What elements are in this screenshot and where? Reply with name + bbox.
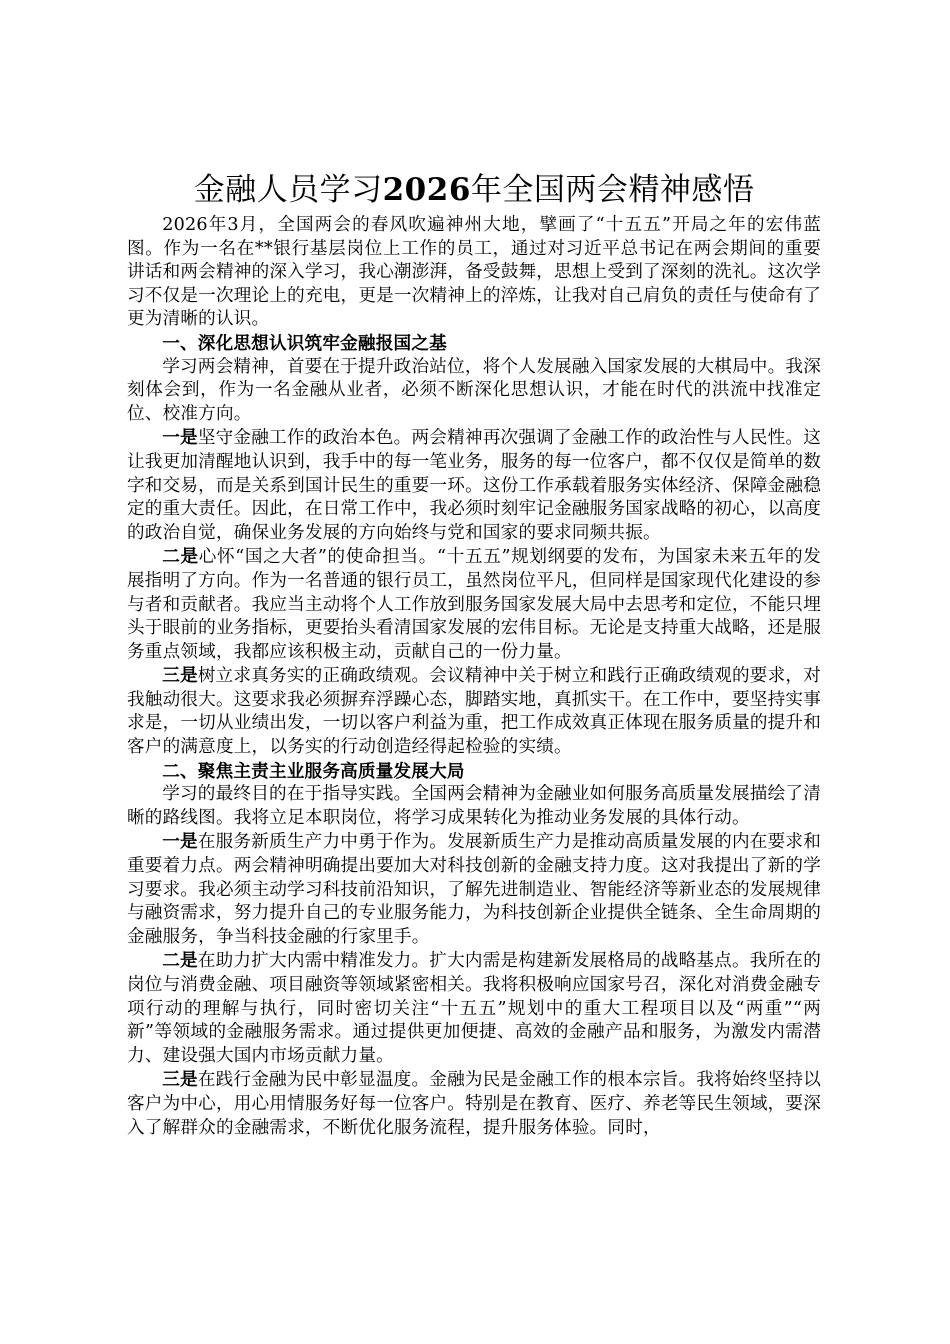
section1-point3 bbox=[127, 664, 821, 759]
section2-point3 bbox=[127, 1068, 821, 1140]
document-page bbox=[127, 168, 821, 1140]
point-lead: 三是 bbox=[162, 1069, 198, 1091]
section2-heading: 二、聚焦主责主业服务高质量发展大局 bbox=[162, 760, 465, 782]
title-suffix: 年全国两会精神感悟 bbox=[470, 172, 755, 208]
point-text: 心怀“国之大者”的使命担当。“十五五”规划纲要的发布，为国家未来五年的发展指明了方向。作为一名普通的银行员工，虽然岗位平凡，但同样是国家现代化建设的参与者和贡献者。我应当主动将个人工作放到服务国家发展大局中去思考和定位，不能只埋头于眼前的业务指标，更要抬头看清国家发展的宏伟目标。无论是支持重大战略，还是服务重点领域，我都应该积极主动，贡献自己的一份力量。 bbox=[127, 547, 821, 662]
point-lead: 三是 bbox=[162, 665, 198, 687]
section2-intro: 学习的最终目的在于指导实践。全国两会精神为金融业如何服务高质量发展描绘了清晰的路线图。我将立足本职岗位，将学习成果转化为推动业务发展的具体行动。 bbox=[127, 784, 821, 828]
point-text: 在助力扩大内需中精准发力。扩大内需是构建新发展格局的战略基点。我所在的岗位与消费金融、项目融资等领域紧密相关。我将积极响应国家号召，深化对消费金融专项行动的理解与执行，同时密切关注“十五五”规划中的重大工程项目以及“两重”“两新”等领域的金融服务需求。通过提供更加便捷、高效的金融产品和服务，为激发内需潜力、建设强大国内市场贡献力量。 bbox=[127, 951, 821, 1066]
section2-point1 bbox=[127, 830, 821, 949]
point-lead: 二是 bbox=[162, 546, 199, 568]
intro-paragraph: 2026年3月，全国两会的春风吹遍神州大地，擘画了“十五五”开局之年的宏伟蓝图。作为一名在**银行基层岗位上工作的员工，通过对习近平总书记在两会期间的重要讲话和两会精神的深入学习，我心潮澎湃，备受鼓舞，思想上受到了深刻的洗礼。这次学习不仅是一次理论上的充电，更是一次精神上的淬炼，让我对自己肩负的责任与使命有了更为清晰的认识。 bbox=[127, 215, 821, 330]
point-lead: 二是 bbox=[162, 950, 198, 972]
section1-intro: 学习两会精神，首要在于提升政治站位，将个人发展融入国家发展的大棋局中。我深刻体会到，作为一名金融从业者，必须不断深化思想认识，才能在时代的洪流中找准定位、校准方向。 bbox=[127, 356, 821, 424]
point-lead: 一是 bbox=[162, 831, 198, 853]
title-year: 2026 bbox=[382, 172, 471, 208]
title-prefix: 金融人员学习 bbox=[193, 172, 383, 208]
document-title bbox=[127, 168, 821, 212]
point-text: 在践行金融为民中彰显温度。金融为民是金融工作的根本宗旨。我将始终坚持以客户为中心，用心用情服务好每一位客户。特别是在教育、医疗、养老等民生领域，要深入了解群众的金融需求，不断优化服务流程，提升服务体验。同时， bbox=[127, 1070, 821, 1138]
point-lead: 一是 bbox=[162, 427, 198, 449]
section1-point2 bbox=[127, 545, 821, 664]
section2-point2 bbox=[127, 949, 821, 1068]
point-text: 树立求真务实的正确政绩观。会议精神中关于树立和践行正确政绩观的要求，对我触动很大。这要求我必须摒弃浮躁心态，脚踏实地，真抓实干。在工作中，要坚持实事求是，一切从业绩出发，一切以客户利益为重，把工作成效真正体现在服务质量的提升和客户的满意度上，以务实的行动创造经得起检验的实绩。 bbox=[127, 666, 821, 758]
point-text: 在服务新质生产力中勇于作为。发展新质生产力是推动高质量发展的内在要求和重要着力点。两会精神明确提出要加大对科技创新的金融支持力度。这对我提出了新的学习要求。我必须主动学习科技前沿知识，了解先进制造业、智能经济等新业态的发展规律与融资需求，努力提升自己的专业服务能力，为科技创新企业提供全链条、全生命周期的金融服务，争当科技金融的行家里手。 bbox=[127, 832, 821, 947]
point-text: 坚守金融工作的政治本色。两会精神再次强调了金融工作的政治性与人民性。这让我更加清醒地认识到，我手中的每一笔业务，服务的每一位客户，都不仅仅是简单的数字和交易，而是关系到国计民生的重要一环。这份工作承载着服务实体经济、保障金融稳定的重大责任。因此，在日常工作中，我必须时刻牢记金融服务国家战略的初心，以高度的政治自觉，确保业务发展的方向始终与党和国家的要求同频共振。 bbox=[127, 428, 821, 543]
section1-point1 bbox=[127, 426, 821, 545]
section1-heading: 一、深化思想认识筑牢金融报国之基 bbox=[162, 332, 447, 354]
